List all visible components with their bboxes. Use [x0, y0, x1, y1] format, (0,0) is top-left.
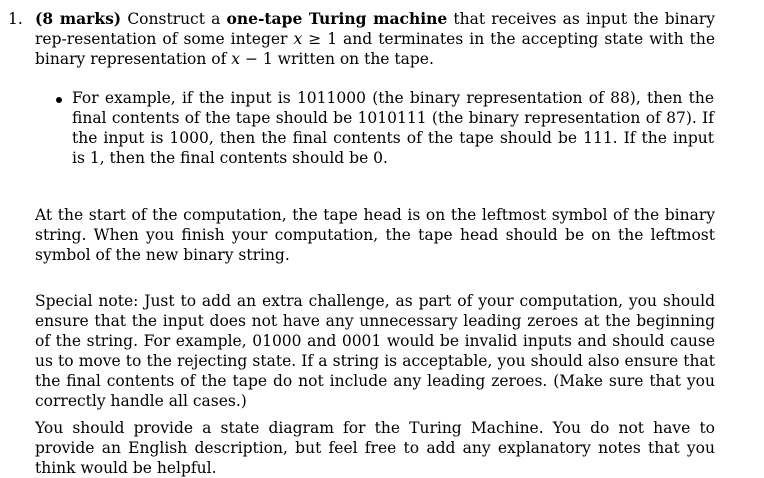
prompt-bold-term: one-tape Turing machine — [226, 9, 448, 28]
question-prompt — [35, 9, 715, 69]
question-number: 1. — [8, 10, 23, 28]
final-paragraph: You should provide a state diagram for the Turing Machine. You do not have to provide an English description, but feel free to add any explanatory notes that you think would be helpful. — [35, 419, 715, 477]
example-bullet: For example, if the input is 1011000 (the binary representation of 88), then the final contents of the tape should be 1010111 (the binary representation of 87). If the input is 1000, then the final contents of the tape should be 111. If the input is 1, then the final contents should be 0. — [72, 89, 714, 167]
prompt-text-1: Construct a — [127, 10, 227, 28]
bullet-icon — [56, 97, 62, 103]
marks-label: (8 marks) — [35, 9, 122, 28]
start-paragraph: At the start of the computation, the tape head is on the leftmost symbol of the binary string. When you finish your computation, the tape head should be on the leftmost symbol of the new binary string. — [35, 206, 715, 264]
prompt-text-2: that receives as input the binary rep-resentation of some integer — [35, 10, 715, 48]
prompt-text-4: − 1 written on the tape. — [240, 50, 434, 68]
math-var-x: x — [293, 30, 303, 48]
prompt-text-3: ≥ 1 and terminates in the accepting state with the binary representation of — [35, 30, 715, 68]
special-note-paragraph: Special note: Just to add an extra challenge, as part of your computation, you should ensure that the input does not have any unnecessary leading zeroes at the beginning of the string. For example, 01000 and 0001 would be invalid inputs and should cause us to move to the rejecting state. If a string is acceptable, you should also ensure that the final contents of the tape do not include any leading zeroes. (Make sure that you correctly handle all cases.) — [35, 292, 715, 410]
math-var-x-2: x — [231, 50, 241, 68]
